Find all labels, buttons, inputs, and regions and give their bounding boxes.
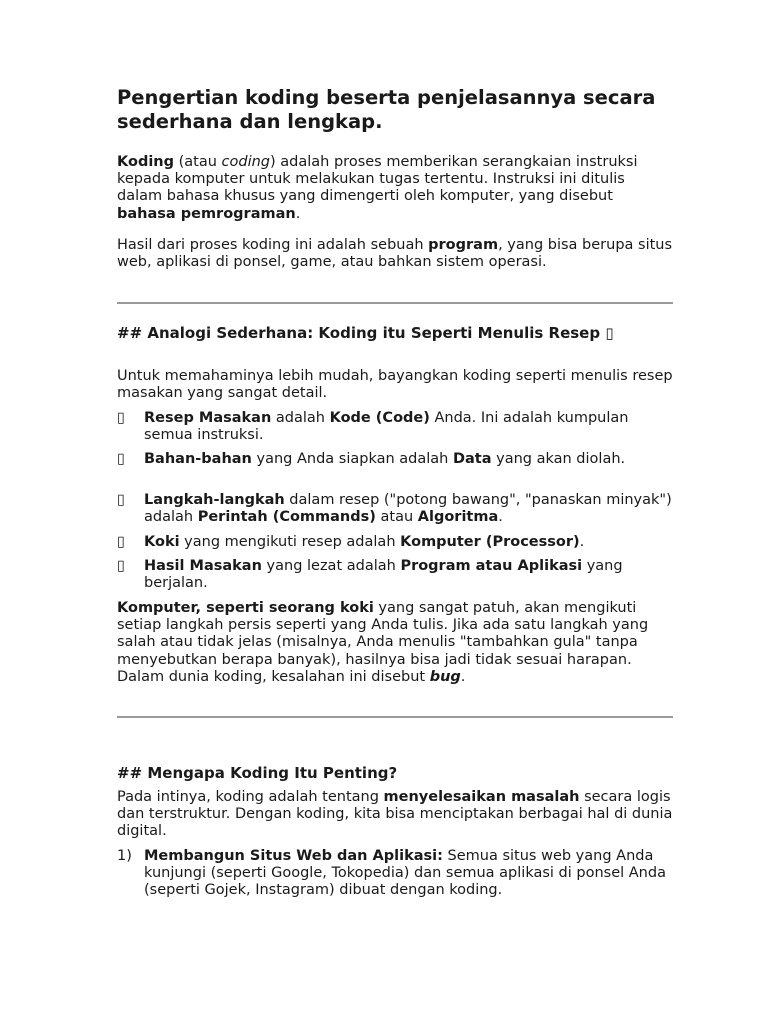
- document-title: Pengertian koding beserta penjelasannya secara sederhana dan lengkap.: [117, 86, 656, 133]
- emoji-placeholder-icon: ▯: [117, 558, 125, 574]
- list-item: ▯ Langkah-langkah dalam resep ("potong bawang", "panaskan minyak") adalah Perintah (Commands) atau Algoritma.: [117, 492, 672, 526]
- emoji-placeholder-icon: ▯: [117, 534, 125, 550]
- analogy-closing: Komputer, seperti seorang koki yang sangat patuh, akan mengikuti setiap langkah persis seperti yang Anda tulis. Jika ada satu langkah yang salah atau tidak jelas (misalnya, Anda menulis "tambahkan gula" tanpa menyebutkan berapa banyak), hasilnya bisa jadi tidak sesuai harapan. Dalam dunia koding, kesalahan ini disebut bug.: [117, 600, 649, 685]
- emoji-placeholder-icon: ▯: [117, 451, 125, 467]
- list-item: ▯ Hasil Masakan yang lezat adalah Program atau Aplikasi yang berjalan.: [117, 558, 623, 592]
- term-coding: coding: [221, 154, 271, 170]
- analogy-heading: ## Analogi Sederhana: Koding itu Seperti Menulis Resep ▯: [117, 324, 614, 342]
- analogy-lead: Untuk memahaminya lebih mudah, bayangkan koding seperti menulis resep masakan yang sangat detail.: [117, 368, 673, 402]
- emoji-placeholder-icon: ▯: [117, 492, 125, 508]
- list-item: ▯ Bahan-bahan yang Anda siapkan adalah Data yang akan diolah.: [117, 451, 626, 467]
- term-program: program: [428, 237, 499, 253]
- list-item: ▯ Resep Masakan adalah Kode (Code) Anda. Ini adalah kumpulan semua instruksi.: [117, 410, 629, 444]
- numbered-list-item: 1) Membangun Situs Web dan Aplikasi: Semua situs web yang Anda kunjungi (seperti Google, Tokopedia) dan semua aplikasi di ponsel Anda (seperti Gojek, Instagram) dibuat dengan koding.: [117, 848, 666, 899]
- emoji-placeholder-icon: ▯: [117, 410, 125, 426]
- list-item: ▯ Koki yang mengikuti resep adalah Komputer (Processor).: [117, 534, 585, 550]
- importance-lead: Pada intinya, koding adalah tentang menyelesaikan masalah secara logis dan terstruktur. Dengan koding, kita bisa menciptakan berbagai hal di dunia digital.: [117, 789, 673, 840]
- intro-paragraph-1: Koding (atau coding) adalah proses memberikan serangkaian instruksi kepada komputer untuk melakukan tugas tertentu. Instruksi ini ditulis dalam bahasa khusus yang dimengerti oleh komputer, yang disebut bahasa pemrograman.: [117, 154, 638, 222]
- section-divider: [117, 302, 673, 304]
- importance-heading: ## Mengapa Koding Itu Penting?: [117, 764, 398, 782]
- term-bahasa-pemrograman: bahasa pemrograman: [117, 205, 296, 222]
- term-koding: Koding: [117, 154, 174, 170]
- intro-paragraph-2: Hasil dari proses koding ini adalah sebuah program, yang bisa berupa situs web, aplikasi di ponsel, game, atau bahkan sistem operasi.: [117, 237, 673, 271]
- term-bug: bug: [429, 668, 461, 685]
- section-divider: [117, 716, 673, 718]
- list-number: 1): [117, 848, 132, 864]
